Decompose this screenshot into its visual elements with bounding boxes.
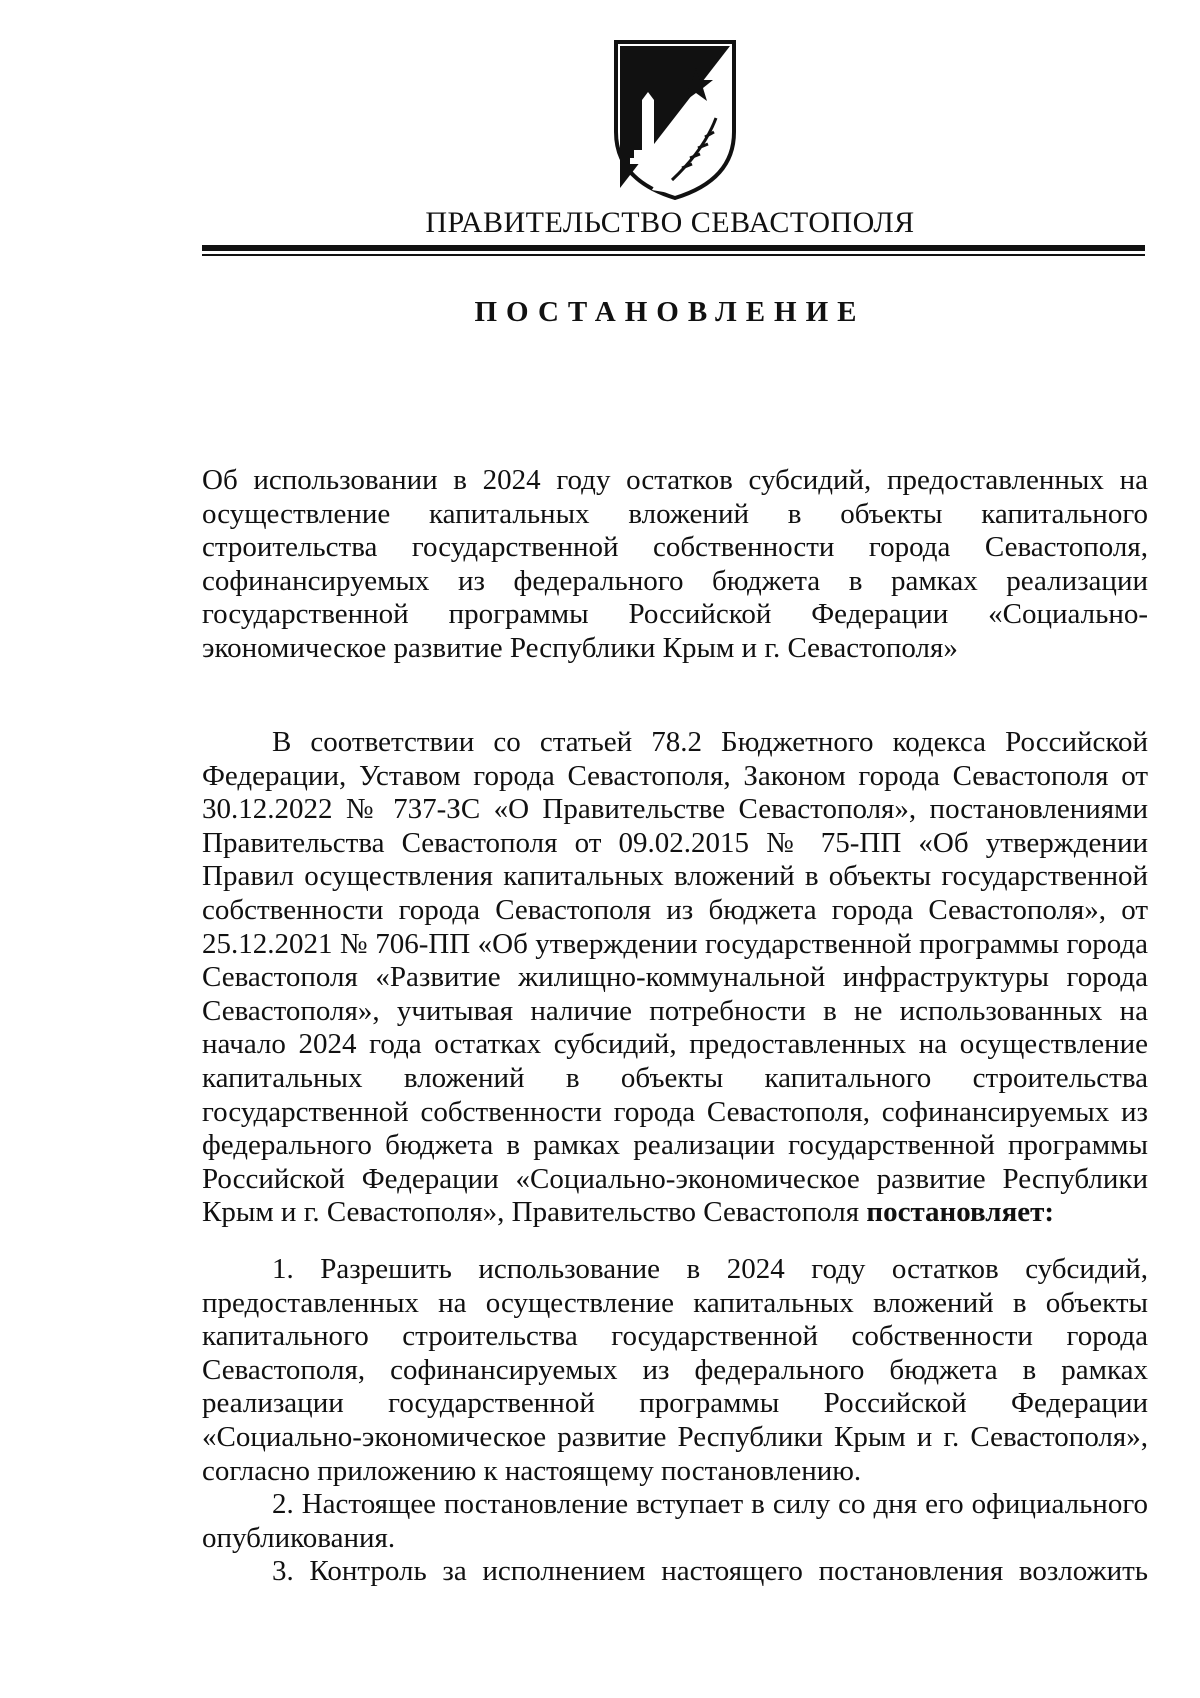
preamble — [202, 726, 1148, 1230]
item-1: 1. Разрешить использование в 2024 году остатков субсидий, предоставленных на осуществление капитальных вложений в объекты капитального строительства государственной собственности города Севастополя, софинансируемых из федерального бюджета в рамках реализации государственной программы Российской Федерации «Социально-экономическое развитие Республики Крым и г. Севастополя», согласно приложению к настоящему постановлению. — [202, 1253, 1148, 1487]
item-2: 2. Настоящее постановление вступает в силу со дня его официального опубликования. — [202, 1488, 1148, 1554]
government-name: ПРАВИТЕЛЬСТВО СЕВАСТОПОЛЯ — [425, 206, 915, 239]
document-type: ПОСТАНОВЛЕНИЕ — [474, 296, 866, 328]
decree-word: постановляет: — [866, 1196, 1055, 1229]
preamble-paragraph — [202, 726, 1148, 1230]
decree-items — [202, 1253, 1148, 1589]
preamble-text: В соответствии со статьей 78.2 Бюджетного кодекса Российской Федерации, Уставом города Севастополя, Законом города Севастополя от 30.12.2022 № 737-ЗС «О Правительстве Севастополя», постановлениями Правительства Севастополя от 09.02.2015 № 75-ПП «Об утверждении Правил осуществления капитальных вложений в объекты государственной собственности города Севастополя из бюджета города Севастополя», от 25.12.2021 № 706-ПП «Об утверждении государственной программы города Севастополя «Развитие жилищно-коммунальной инфраструктуры города Севастополя», учитывая наличие потребности в не использованных на начало 2024 года остатках субсидий, предоставленных на осуществление капитальных вложений в объекты капитального строительства государственной собственности города Севастополя, софинансируемых из федерального бюджета в рамках реализации государственной программы Российской Федерации «Социально-экономическое развитие Республики Крым и г. Севастополя», Правительство Севастополя — [202, 726, 1148, 1229]
title-text: Об использовании в 2024 году остатков субсидий, предоставленных на осуществление капитальных вложений в объекты капитального строительства государственной собственности города Севастополя, софинансируемых из федерального бюджета в рамках реализации государственной программы Российской Федерации «Социально-экономическое развитие Республики Крым и г. Севастополя» — [202, 464, 1148, 664]
header-rules — [202, 245, 1145, 256]
document-title — [202, 464, 1148, 666]
rule-thin — [202, 254, 1145, 256]
item-3: 3. Контроль за исполнением настоящего постановления возложить — [272, 1555, 1148, 1588]
coat-of-arms-icon — [612, 40, 738, 200]
